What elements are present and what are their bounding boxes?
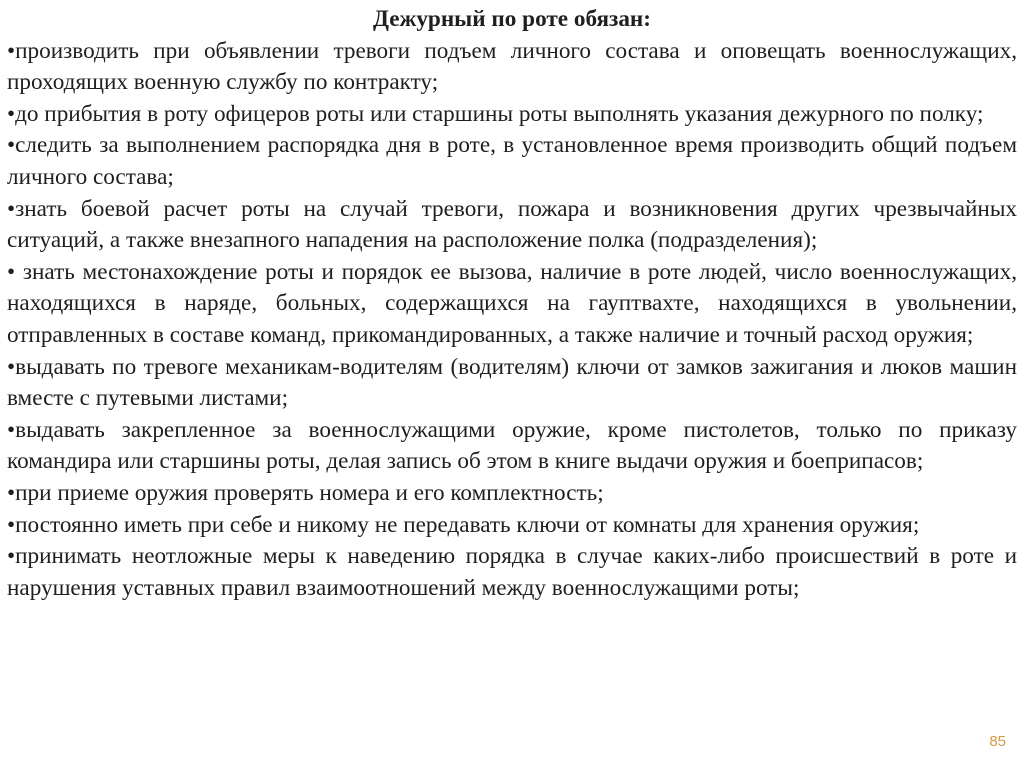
duty-item: • знать местонахождение роты и порядок ее вызова, наличие в роте людей, число военнослужащих, находящихся в наряде, больных, содержащихся на гауптвахте, находящихся в увольнении, отправленных в составе команд, прикомандированных, а также наличие и точный расход оружия;: [7, 258, 1017, 348]
duty-item: •выдавать закрепленное за военнослужащими оружие, кроме пистолетов, только по приказу командира или старшины роты, делая запись об этом в книге выдачи оружия и боеприпасов;: [7, 416, 1017, 475]
duty-item: •принимать неотложные меры к наведению порядка в случае каких-либо происшествий в роте и нарушения уставных правил взаимоотношений между военнослужащими роты;: [7, 543, 1017, 601]
duty-item: •при приеме оружия проверять номера и его комплектность;: [7, 479, 604, 506]
slide-content: [7, 4, 1017, 604]
duty-item: •постоянно иметь при себе и никому не передавать ключи от комнаты для хранения оружия;: [7, 511, 920, 538]
slide-title: Дежурный по роте обязан:: [372, 6, 651, 32]
duty-list: [7, 36, 1017, 605]
duty-item: •производить при объявлении тревоги подъем личного состава и оповещать военнослужащих, проходящих военную службу по контракту;: [7, 37, 1017, 96]
duty-item: •следить за выполнением распорядка дня в роте, в установленное время производить общий подъем личного состава;: [7, 132, 1017, 190]
duty-item: •до прибытия в роту офицеров роты или старшины роты выполнять указания дежурного по полку;: [7, 100, 984, 127]
page-number: 85: [989, 733, 1006, 750]
duty-item: •выдавать по тревоге механикам-водителям (водителям) ключи от замков зажигания и люков машин вместе с путевыми листами;: [7, 353, 1017, 412]
duty-item: •знать боевой расчет роты на случай тревоги, пожара и возникновения других чрезвычайных ситуаций, а также внезапного нападения на расположение полка (подразделения);: [7, 195, 1017, 254]
